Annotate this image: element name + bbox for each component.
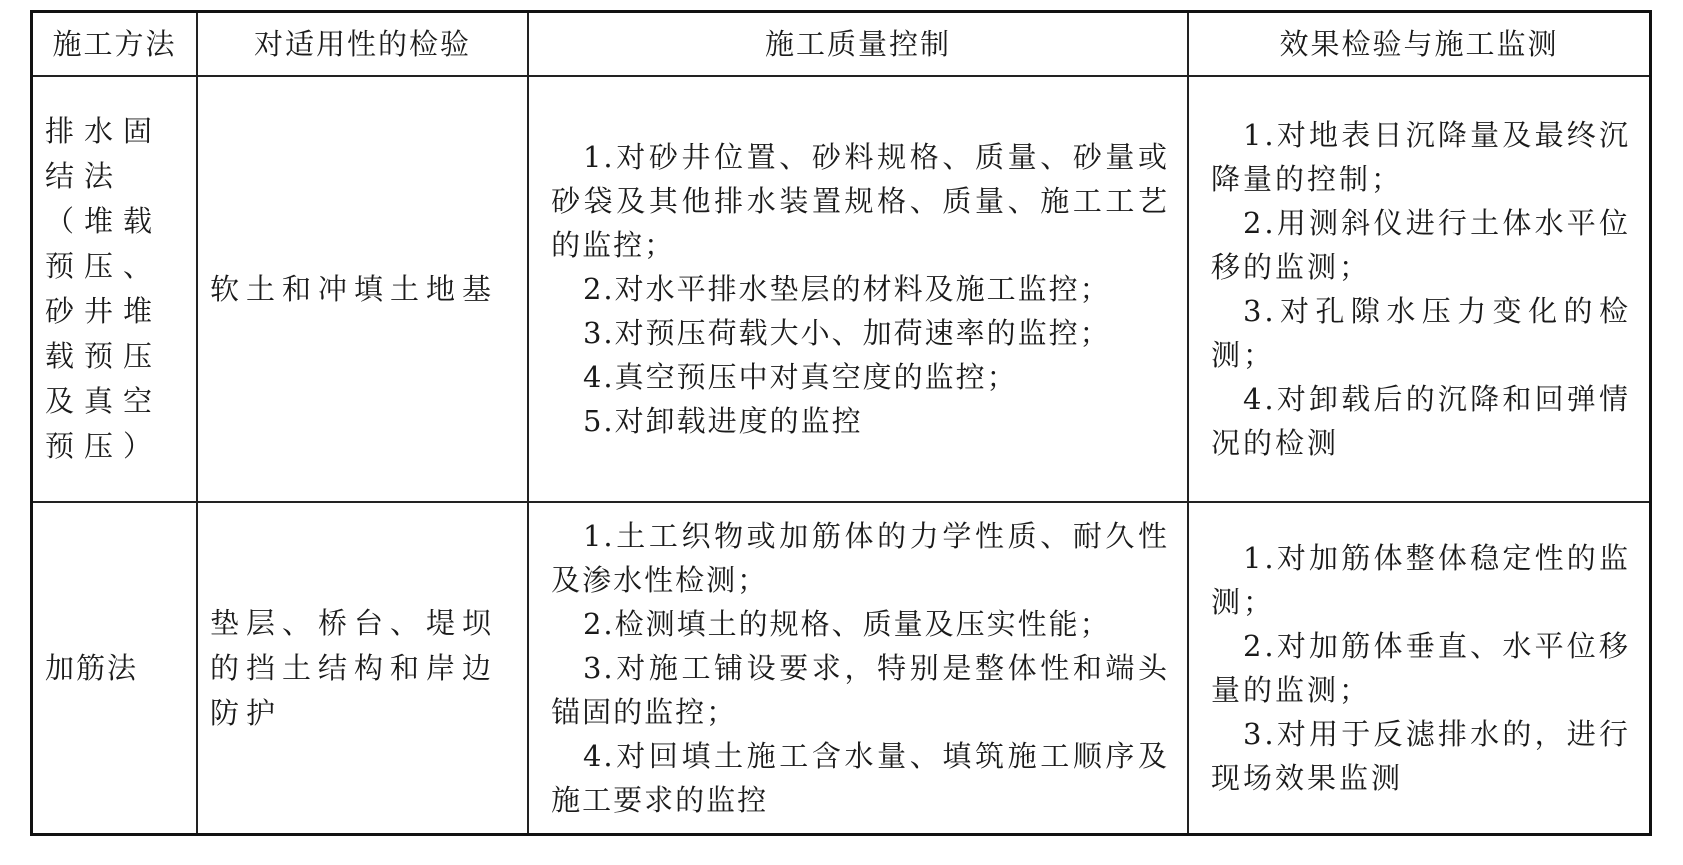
quality-control-item: 2.对水平排水垫层的材料及施工监控；: [582, 272, 1111, 306]
effect-monitoring-item: 4.对卸载后的沉降和回弹情况的检测: [1211, 382, 1631, 460]
quality-control-item: 3.对施工铺设要求，特别是整体性和端头锚固的监控；: [551, 651, 1170, 729]
effect-monitoring-item: 2.用测斜仪进行土体水平位移的监测；: [1211, 206, 1631, 284]
quality-control-item: 4.对回填土施工含水量、填筑施工顺序及施工要求的监控: [551, 739, 1170, 817]
construction-method-table: [30, 10, 1652, 836]
table-header: [32, 12, 1651, 77]
effect-monitoring-cell: [1188, 76, 1650, 502]
effect-monitoring-cell: [1188, 502, 1650, 835]
effect-monitoring-item: 1.对地表日沉降量及最终沉降量的控制；: [1211, 118, 1631, 196]
applicability-cell: 软土和冲填土地基: [197, 76, 528, 502]
header-row: [32, 12, 1651, 77]
effect-monitoring-item: 1.对加筋体整体稳定性的监测；: [1211, 541, 1631, 619]
method-cell: 排水固结法（堆载预压、砂井堆载预压及真空预压）: [32, 76, 198, 502]
quality-control-cell: [528, 76, 1188, 502]
construction-method-table-container: [30, 10, 1652, 836]
method-cell: 加筋法: [32, 502, 198, 835]
effect-monitoring-item: 3.对用于反滤排水的，进行现场效果监测: [1211, 717, 1631, 795]
header-effect-monitoring: 效果检验与施工监测: [1188, 12, 1650, 77]
quality-control-cell: [528, 502, 1188, 835]
header-quality-control: 施工质量控制: [528, 12, 1188, 77]
quality-control-item: 2.检测填土的规格、质量及压实性能；: [582, 607, 1111, 641]
quality-control-item: 1.土工织物或加筋体的力学性质、耐久性及渗水性检测；: [551, 519, 1170, 597]
table-row: [32, 76, 1651, 502]
table-row: [32, 502, 1651, 835]
quality-control-item: 4.真空预压中对真空度的监控；: [582, 360, 1018, 394]
applicability-cell: 垫层、桥台、堤坝的挡土结构和岸边防护: [197, 502, 528, 835]
quality-control-item: 5.对卸载进度的监控: [582, 404, 863, 438]
effect-monitoring-item: 2.对加筋体垂直、水平位移量的监测；: [1211, 629, 1631, 707]
effect-monitoring-item: 3.对孔隙水压力变化的检测；: [1211, 294, 1631, 372]
header-method: 施工方法: [32, 12, 198, 77]
table-body: [32, 76, 1651, 835]
quality-control-item: 1.对砂井位置、砂料规格、质量、砂量或砂袋及其他排水装置规格、质量、施工工艺的监控；: [551, 140, 1170, 262]
header-applicability: 对适用性的检验: [197, 12, 528, 77]
quality-control-item: 3.对预压荷载大小、加荷速率的监控；: [582, 316, 1111, 350]
